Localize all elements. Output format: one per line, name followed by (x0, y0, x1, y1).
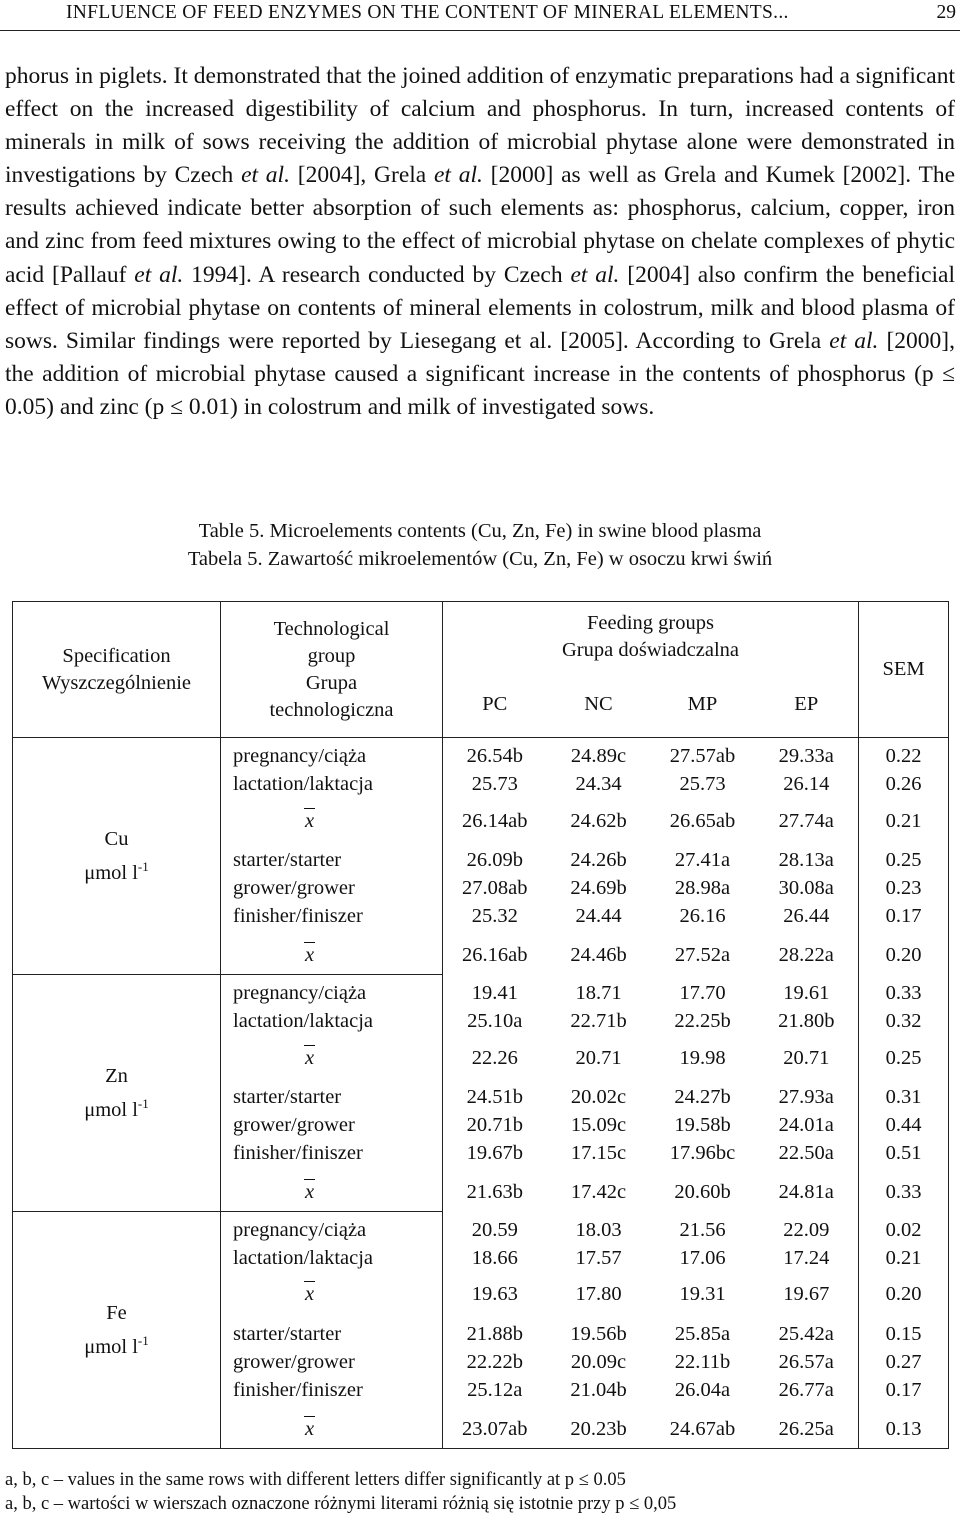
cell-pc: 21.88b 22.22b 25.12a (466, 1323, 523, 1402)
mean-label (221, 1039, 443, 1077)
body-citation-etal: et al. (241, 162, 290, 189)
body-text: [2004] also confirm the beneficial effect of microbial phytase on contents of mineral elements in colostrum, milk and blood plasma of sows. Similar findings were reported by Liesegang et al. [2005]. According to Grela (5, 261, 955, 354)
cell-mp: 17.70 22.25b (674, 981, 731, 1032)
header-technological-group (221, 602, 443, 738)
cell-nc: 17.42c (570, 1181, 627, 1203)
cell-ep: 27.93a 24.01a 22.50a (778, 1086, 834, 1165)
cell-mp: 20.60b (674, 1181, 731, 1203)
cell-sem: 0.33 0.32 (859, 975, 949, 1039)
group-sows: pregnancy/ciąża lactation/laktacja (221, 975, 443, 1039)
mean-symbol: x (305, 1417, 315, 1440)
cell-nc: 24.26b 24.69b 24.44 (570, 849, 627, 928)
cell-mp: 27.57ab 25.73 (669, 745, 736, 796)
footnote-en: a, b, c – values in the same rows with different letters differ significantly at p ≤ 0.05 (5, 1470, 626, 1490)
cell-nc: 18.03 17.57 (575, 1218, 622, 1269)
mean-symbol: x (305, 943, 315, 966)
element-symbol: Fe (106, 1301, 127, 1324)
body-paragraph (5, 60, 955, 424)
mean-label (221, 1276, 443, 1314)
mean-symbol: x (305, 1046, 315, 1069)
header-feed-en: Feeding groups (587, 611, 714, 634)
header-specification (13, 602, 221, 738)
cell-ep: 26.25a (755, 1410, 859, 1448)
cell-sem: 0.25 0.23 0.17 (859, 840, 949, 936)
cell-pc: 20.59 18.66 (471, 1218, 518, 1269)
cell-ep: 28.13a 30.08a 26.44 (778, 849, 834, 928)
cell-mp: 21.56 17.06 (679, 1218, 726, 1269)
cell-pc: 19.63 (471, 1283, 518, 1306)
element-unit: μmol $l^{-1}$ (84, 1332, 149, 1358)
cell-sem: 0.21 (859, 802, 949, 840)
header-nc: NC (547, 672, 651, 738)
body-text: phorus in piglets. It demonstrated that the joined addition of enzymatic preparations had a significant effect on the increased digestibility of calcium and phosphorus. In turn, increased contents of minerals in milk of sows receiving the addition of microbial phytase alone were demonstrated in investigations by Czech (5, 63, 955, 189)
mean-label (221, 802, 443, 840)
cell-sem: 0.33 (859, 1173, 949, 1211)
table-caption-pl: Tabela 5. Zawartość mikroelementów (Cu, Zn, Fe) w osoczu krwi świń (187, 548, 773, 570)
table-row (13, 975, 949, 1039)
cell-ep: 19.67 (783, 1283, 830, 1306)
cell-nc: 24.46b (570, 944, 627, 967)
cell-sem: 0.20 (859, 937, 949, 975)
cell-mp: 24.67ab (651, 1410, 755, 1448)
cell-ep: 22.09 17.24 (783, 1218, 830, 1269)
header-sem: SEM (859, 602, 949, 738)
cell-mp: 27.52a (674, 944, 731, 967)
table-caption-en: Table 5. Microelements contents (Cu, Zn, Fe) in swine blood plasma (198, 520, 762, 542)
cell-ep: 29.33a 26.14 (778, 745, 834, 796)
mean-symbol: x (305, 809, 315, 832)
header-ep: EP (755, 672, 859, 738)
cell-nc: 19.56b 20.09c 21.04b (570, 1323, 627, 1402)
cell-sem: 0.25 (859, 1039, 949, 1077)
cell-pc: 26.54b 25.73 (466, 745, 523, 796)
header-mp: MP (651, 672, 755, 738)
element-unit: μmol $l^{-1}$ (84, 858, 149, 884)
table-row (13, 738, 949, 802)
cell-nc: 20.71 (575, 1046, 622, 1069)
running-title: INFLUENCE OF FEED ENZYMES ON THE CONTENT OF MINERAL ELEMENTS... (66, 2, 789, 23)
body-citation-etal: et al. (134, 261, 184, 288)
header-tech-line: Grupa (305, 671, 358, 694)
group-sows: pregnancy/ciąża lactation/laktacja (221, 1212, 443, 1276)
cell-nc: 20.23b (547, 1410, 651, 1448)
cell-ep: 27.74a (778, 809, 834, 832)
group-sows: pregnancy/ciąża lactation/laktacja (221, 738, 443, 802)
cell-nc: 24.62b (570, 809, 627, 832)
group-piglets: starter/starter grower/grower finisher/finiszer (221, 840, 443, 936)
cell-pc: 22.26 (471, 1046, 518, 1069)
header-tech-line: technologiczna (269, 698, 394, 721)
element-symbol: Cu (104, 827, 129, 850)
body-text: [2004], Grela (289, 162, 434, 189)
element-symbol: Zn (105, 1064, 128, 1087)
microelements-table (12, 601, 949, 1449)
cell-pc: 24.51b 20.71b 19.67b (466, 1086, 523, 1165)
cell-sem: 0.02 0.21 (859, 1212, 949, 1276)
cell-sem: 0.15 0.27 0.17 (859, 1314, 949, 1410)
footnote-pl: a, b, c – wartości w wierszach oznaczone różnymi literami różnią się istotnie przy p ≤ 0,05 (5, 1494, 677, 1514)
cell-mp: 25.85a 22.11b 26.04a (674, 1323, 731, 1402)
cell-nc: 17.80 (575, 1283, 622, 1306)
cell-sem: 0.22 0.26 (859, 738, 949, 802)
cell-pc: 26.14ab (462, 809, 528, 832)
mean-label (221, 1410, 443, 1448)
header-feed-pl: Grupa doświadczalna (562, 638, 740, 661)
mean-label (221, 937, 443, 975)
table-row (13, 1212, 949, 1276)
body-citation-etal: et al. (829, 327, 879, 354)
cell-nc: 20.02c 15.09c 17.15c (570, 1086, 627, 1165)
header-tech-line: Technological (273, 617, 390, 640)
element-cu (13, 738, 221, 975)
cell-nc: 18.71 22.71b (570, 981, 627, 1032)
body-citation-etal: et al. (434, 162, 483, 189)
group-piglets: starter/starter grower/grower finisher/finiszer (221, 1077, 443, 1173)
cell-pc: 21.63b (466, 1181, 523, 1203)
body-citation-etal: et al. (570, 261, 620, 288)
header-feeding-groups (443, 602, 859, 672)
cell-ep: 20.71 (783, 1046, 830, 1069)
cell-ep: 24.81a (778, 1181, 834, 1203)
cell-pc: 19.41 25.10a (467, 981, 523, 1032)
cell-pc: 26.16ab (462, 944, 528, 967)
cell-mp: 19.31 (679, 1283, 726, 1306)
element-unit: μmol $l^{-1}$ (84, 1095, 149, 1121)
cell-sem: 0.20 (859, 1276, 949, 1314)
cell-ep: 25.42a 26.57a 26.77a (778, 1323, 834, 1402)
mean-label (221, 1173, 443, 1211)
element-zn (13, 975, 221, 1212)
header-pc: PC (443, 672, 547, 738)
mean-symbol: x (305, 1283, 315, 1306)
cell-pc: 26.09b 27.08ab 25.32 (462, 849, 528, 928)
cell-mp: 24.27b 19.58b 17.96bc (669, 1086, 736, 1165)
table-header-row (13, 602, 949, 672)
group-piglets: starter/starter grower/grower finisher/finiszer (221, 1314, 443, 1410)
header-spec-en: Specification (62, 644, 171, 667)
cell-mp: 27.41a 28.98a 26.16 (674, 849, 731, 928)
cell-ep: 28.22a (778, 944, 834, 967)
running-header (0, 0, 960, 31)
cell-sem: 0.13 (859, 1410, 949, 1448)
cell-nc: 24.89c 24.34 (570, 745, 627, 796)
cell-sem: 0.31 0.44 0.51 (859, 1077, 949, 1173)
cell-mp: 26.65ab (669, 809, 736, 832)
cell-ep: 19.61 21.80b (778, 981, 835, 1032)
header-tech-line: group (307, 644, 356, 667)
cell-mp: 19.98 (679, 1046, 726, 1069)
header-spec-pl: Wyszczególnienie (41, 671, 192, 694)
cell-pc: 23.07ab (443, 1410, 547, 1448)
mean-symbol: x (305, 1180, 315, 1203)
element-fe (13, 1212, 221, 1449)
body-text: [2000] as well as Grela and Kumek [2002]. The results achieved indicate better absorption of such elements as: phosphorus, calcium, copper, iron and zinc from feed mixtures owing to the effect of microbial phytase on chelate complexes of phytic acid [Pallauf (5, 162, 956, 288)
body-text: 1994]. A research conducted by Czech (183, 261, 571, 288)
body-text: [2000], the addition of microbial phytase caused a significant increase in the contents of phosphorus (p ≤ 0.05) and zinc (p ≤ 0.01) in colostrum and milk of investigated sows. (5, 327, 955, 420)
page-number: 29 (936, 2, 956, 23)
